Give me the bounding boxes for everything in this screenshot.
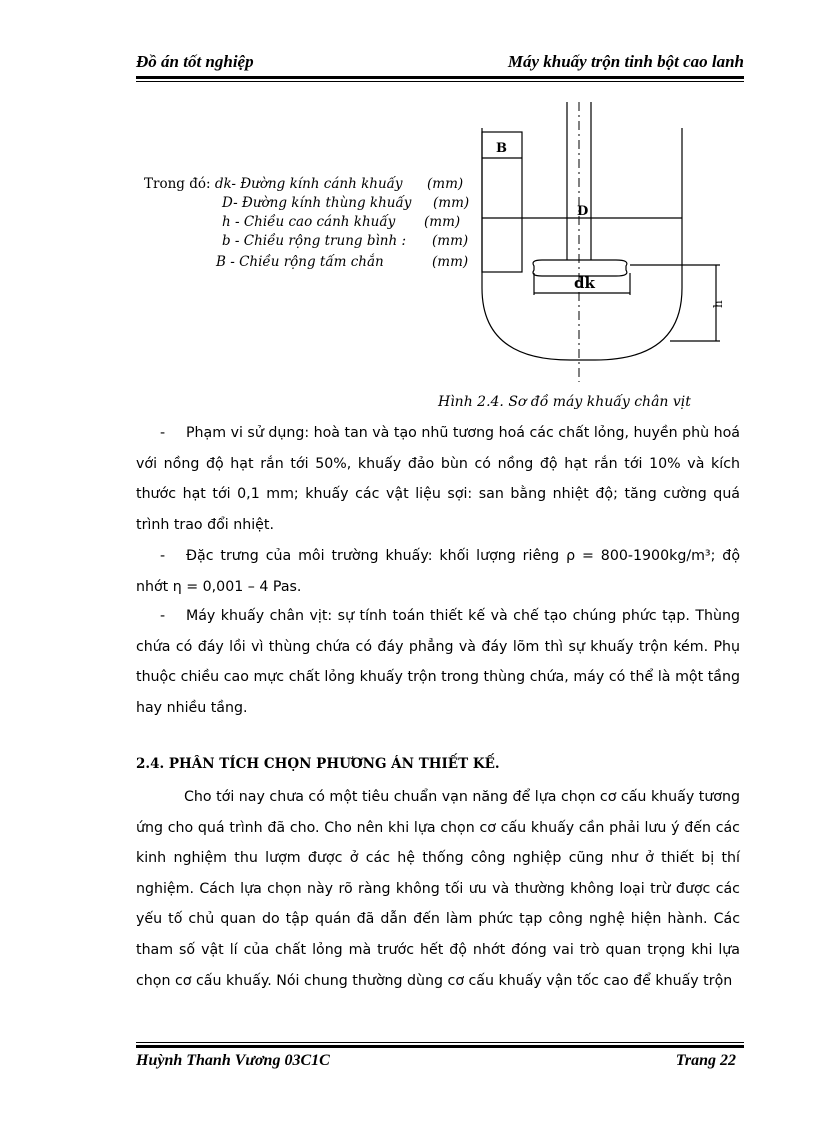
paragraph-selection (136, 782, 740, 996)
header-title-left: Đồ án tốt nghiệp (136, 52, 254, 71)
label-D: D (577, 204, 589, 219)
bullet-dash: - (160, 548, 166, 564)
legend-label: h - Chiều cao cánh khuấy (222, 214, 396, 230)
figure-caption: Hình 2.4. Sơ đồ máy khuấy chân vịt (438, 394, 691, 410)
footer-rule-thick (136, 1045, 744, 1048)
paragraph-text: Đặc trưng của môi trường khuấy: khối lượng riêng ρ = 800-1900kg/m³; độ nhớt η = 0,001 – 4 Pas. (136, 548, 740, 595)
footer-author: Huỳnh Thanh Vương 03C1C (136, 1052, 330, 1069)
agitator-diagram (470, 98, 730, 388)
legend-row-5 (216, 252, 384, 272)
legend-prefix: Trong đó: (144, 176, 211, 192)
legend-row-3 (222, 212, 395, 232)
legend-label: b - Chiều rộng trung bình : (222, 233, 407, 249)
legend-label: B - Chiều rộng tấm chắn (216, 254, 384, 270)
section-heading: 2.4. PHÂN TÍCH CHỌN PHƯƠNG ÁN THIẾT KẾ. (136, 756, 500, 772)
footer-rule-thin (136, 1042, 744, 1043)
paragraph-text: Phạm vi sử dụng: hoà tan và tạo nhũ tương hoá các chất lỏng, huyền phù hoá với nồng độ hạt rắn tới 50%, khuấy đảo bùn có nồng độ hạt rắn tới 10% và kích thước hạt tới 0,1 mm; khuấy các vật liệu sợi: san bằng nhiệt độ; tăng cường quá trình trao đổi nhiệt. (136, 425, 740, 533)
page-footer (136, 1052, 736, 1070)
legend-label: dk- Đường kính cánh khuấy (214, 176, 403, 192)
header-title-right: Máy khuấy trộn tinh bột cao lanh (507, 52, 744, 71)
label-dk: dk (574, 274, 595, 292)
label-B: B (496, 141, 507, 156)
tank-outline (482, 128, 682, 360)
bullet-dash: - (160, 608, 166, 624)
legend-unit: (mm) (432, 254, 469, 270)
legend-unit: (mm) (424, 214, 461, 230)
legend-row-4 (222, 231, 406, 251)
legend-unit: (mm) (432, 233, 469, 249)
header-rule-thick (136, 76, 744, 79)
header-rule-thin (136, 81, 744, 82)
legend-label: D- Đường kính thùng khuấy (222, 195, 412, 211)
legend-unit: (mm) (433, 195, 470, 211)
label-h: h (711, 300, 725, 308)
paragraph-text: Máy khuấy chân vịt: sự tính toán thiết kế và chế tạo chúng phức tạp. Thùng chứa có đáy lồi vì thùng chứa có đáy phẳng và đáy lõm thì sự khuấy trộn kém. Phụ thuộc chiều cao mực chất lỏng khuấy trộn trong thùng chứa, máy có thể là một tầng hay nhiều tầng. (136, 608, 740, 716)
paragraph-propeller (136, 601, 740, 723)
legend-row-1 (144, 174, 403, 194)
bullet-dash: - (160, 425, 166, 441)
paragraph-medium (136, 541, 740, 602)
paragraph-scope (136, 418, 740, 540)
legend-unit: (mm) (427, 176, 464, 192)
footer-page-number: Trang 22 (675, 1052, 736, 1069)
legend-row-2 (222, 193, 411, 213)
paragraph-text: Cho tới nay chưa có một tiêu chuẩn vạn năng để lựa chọn cơ cấu khuấy tương ứng cho quá trình đã cho. Cho nên khi lựa chọn cơ cấu khuấy cần phải lưu ý đến các kinh nghiệm thu lượm được ở các hệ thống công nghiệp cũng như ở thiết bị thí nghiệm. Cách lựa chọn này rõ ràng không tối ưu và thường không loại trừ được các yếu tố chủ quan do tập quán đã dẫn đến làm phức tạp công nghệ hiện hành. Các tham số vật lí của chất lỏng mà trước hết độ nhớt đóng vai trò quan trọng khi lựa chọn cơ cấu khuấy. Nói chung thường dùng cơ cấu khuấy vận tốc cao để khuấy trộn (136, 789, 740, 989)
